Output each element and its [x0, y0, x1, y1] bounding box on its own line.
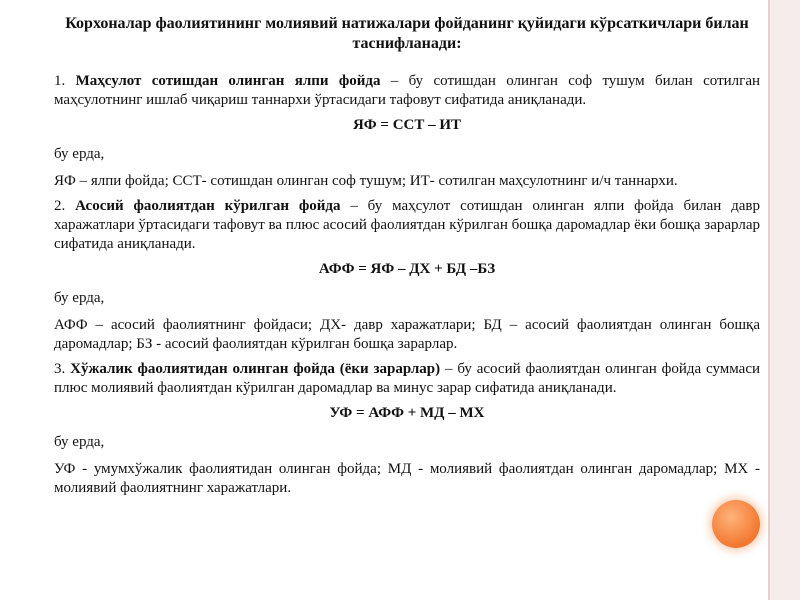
item-1-where-label: бу ерда,: [54, 146, 105, 162]
item-2-explanation: АФФ – асосий фаолиятнинг фойдаси; ДХ- давр харажатлари; БД – асосий фаолиятдан олинган бошқа даромадлар; БЗ - асосий фаолиятдан кўрилган бошқа зарарлар.: [54, 317, 760, 352]
item-3-text: – бу асосий фаолиятдан олинган фойда суммаси плюс молиявий фаолиятдан кўрилган даромадлар ва минус зарар сифатида аниқланади.: [54, 361, 761, 396]
item-1-term: Маҳсулот сотишдан олинган ялпи фойда: [75, 73, 381, 89]
item-3-where-label: бу ерда,: [54, 434, 105, 450]
item-2-where-label: бу ерда,: [54, 290, 105, 306]
slide-content: [54, 14, 760, 504]
item-1-text: – бу сотишдан олинган соф тушум билан сотилган маҳсулотнинг ишлаб чиқариш таннархи ўртасидаги тафовут сифатида аниқланади.: [54, 73, 760, 108]
item-2-formula: АФФ = ЯФ – ДХ + БД –БЗ: [318, 261, 496, 277]
item-3-paragraph: [54, 360, 760, 398]
item-1-paragraph: [54, 72, 760, 110]
item-3-term: Хўжалик фаолиятидан олинган фойда (ёки зарарлар): [70, 361, 441, 377]
orange-circle-decoration: [712, 500, 760, 548]
item-1-number: 1.: [54, 73, 66, 89]
item-3-formula: УФ = АФФ + МД – МХ: [329, 405, 485, 421]
slide-title: Корхоналар фаолиятининг молиявий натижалари фойданинг қуйидаги кўрсаткичлари билан таснифланади:: [65, 15, 749, 52]
item-2-number: 2.: [54, 198, 66, 214]
item-3-explanation: УФ - умумхўжалик фаолиятидан олинган фойда; МД - молиявий фаолиятдан олинган даромадлар; МХ - молиявий фаолиятнинг харажатлари.: [54, 461, 760, 496]
slide-right-border: [768, 0, 800, 600]
item-1-formula: ЯФ = ССТ – ИТ: [352, 117, 462, 133]
item-2-term: Асосий фаолиятдан кўрилган фойда: [75, 198, 341, 214]
item-1-explanation: ЯФ – ялпи фойда; ССТ- сотишдан олинган соф тушум; ИТ- сотилган маҳсулотнинг и/ч таннархи.: [54, 173, 678, 189]
item-2-paragraph: [54, 197, 760, 254]
item-3-number: 3.: [54, 361, 66, 377]
item-2-text: – бу маҳсулот сотишдан олинган ялпи фойда билан давр харажатлари ўртасидаги тафовут ва плюс асосий фаолиятдан кўрилган бошқа даромадлар ёки бошқа зарарлар сифатида аниқланади.: [54, 198, 761, 252]
